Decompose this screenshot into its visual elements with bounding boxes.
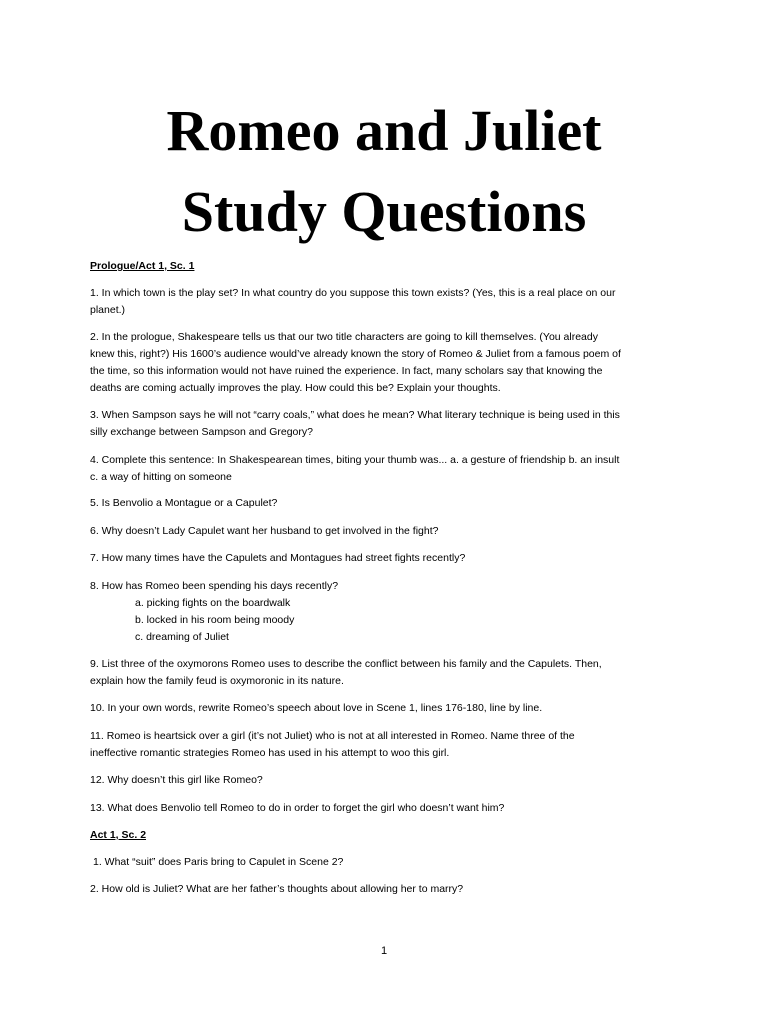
question-9-line-2: explain how the family feud is oxymoronic in its nature. xyxy=(90,675,344,687)
question-1-line-1: 1. In which town is the play set? In what country do you suppose this town exists? (Yes, this is a real place on our xyxy=(90,287,616,299)
question-4-line-1: 4. Complete this sentence: In Shakespearean times, biting your thumb was... a. a gesture of friendship b. an insult xyxy=(90,454,620,466)
question-3-line-1: 3. When Sampson says he will not “carry coals,” what does he mean? What literary technique is being used in this xyxy=(90,409,620,421)
question-11-line-1: 11. Romeo is heartsick over a girl (it’s not Juliet) who is not at all interested in Romeo. Name three of the xyxy=(90,730,575,742)
question-8: 8. How has Romeo been spending his days recently? xyxy=(90,580,339,592)
question-12: 12. Why doesn’t this girl like Romeo? xyxy=(90,774,263,786)
question-11-line-2: ineffective romantic strategies Romeo has used in his attempt to woo this girl. xyxy=(90,747,450,759)
question-4-line-2: c. a way of hitting on someone xyxy=(90,471,232,483)
document-title-line-2: Study Questions xyxy=(181,179,587,244)
question-2-line-4: deaths are coming actually improves the play. How could this be? Explain your thoughts. xyxy=(90,382,501,394)
section-2-question-1: 1. What “suit” does Paris bring to Capulet in Scene 2? xyxy=(93,856,344,868)
question-3-line-2: silly exchange between Sampson and Gregory? xyxy=(90,426,313,438)
section-2-question-2: 2. How old is Juliet? What are her father’s thoughts about allowing her to marry? xyxy=(90,883,464,895)
question-6: 6. Why doesn’t Lady Capulet want her husband to get involved in the fight? xyxy=(90,525,439,537)
page-number: 1 xyxy=(380,945,388,957)
document-title-line-1: Romeo and Juliet xyxy=(166,98,602,163)
section-heading-prologue-act1-sc1: Prologue/Act 1, Sc. 1 xyxy=(90,260,195,272)
question-8-option-c: c. dreaming of Juliet xyxy=(135,631,229,643)
question-8-option-b: b. locked in his room being moody xyxy=(135,614,295,626)
question-2-line-3: the time, so this information would not have ruined the experience. In fact, many scholars say that knowing the xyxy=(90,365,603,377)
question-10: 10. In your own words, rewrite Romeo’s speech about love in Scene 1, lines 176-180, line by line. xyxy=(90,702,543,714)
question-7: 7. How many times have the Capulets and Montagues had street fights recently? xyxy=(90,552,466,564)
question-2-line-1: 2. In the prologue, Shakespeare tells us that our two title characters are going to kill themselves. (You already xyxy=(90,331,598,343)
question-5: 5. Is Benvolio a Montague or a Capulet? xyxy=(90,497,278,509)
question-1-line-2: planet.) xyxy=(90,304,126,316)
question-8-option-a: a. picking fights on the boardwalk xyxy=(135,597,291,609)
question-2-line-2: knew this, right?) His 1600’s audience would’ve already known the story of Romeo & Juliet from a famous poem of xyxy=(90,348,621,360)
question-9-line-1: 9. List three of the oxymorons Romeo uses to describe the conflict between his family and the Capulets. Then, xyxy=(90,658,602,670)
section-heading-act1-sc2: Act 1, Sc. 2 xyxy=(90,829,147,841)
question-13: 13. What does Benvolio tell Romeo to do in order to forget the girl who doesn’t want him? xyxy=(90,802,505,814)
